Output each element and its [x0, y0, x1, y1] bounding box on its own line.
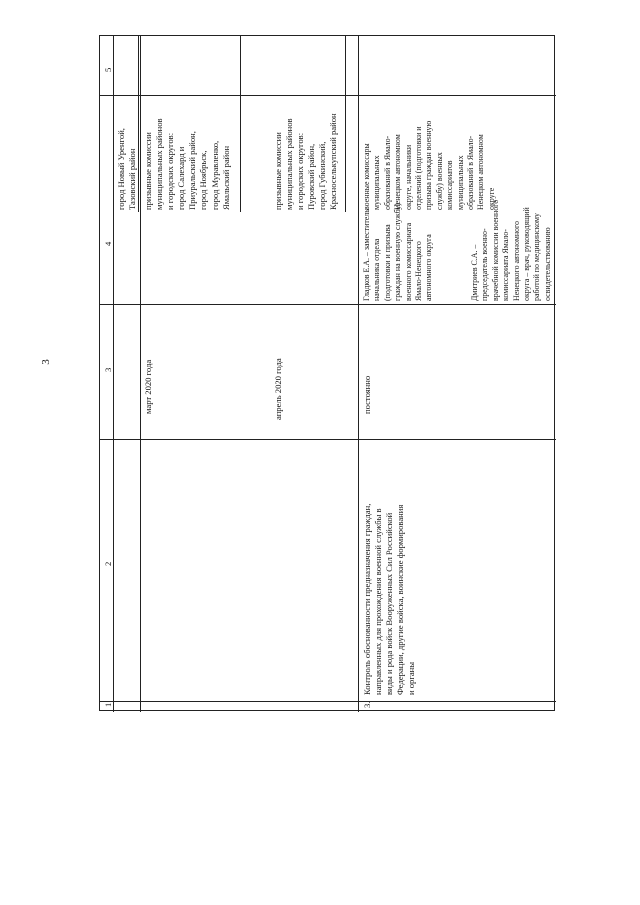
- col-divider: [100, 439, 556, 440]
- date-cell: март 2020 года: [143, 359, 153, 414]
- page-number: 3: [39, 359, 52, 365]
- plan-table: [99, 35, 555, 711]
- row-divider: [240, 36, 241, 212]
- row-divider: [345, 36, 346, 212]
- col-divider: [100, 304, 556, 305]
- column-header-5: 5: [103, 67, 113, 72]
- executors-cell: военные комиссары муниципальных образований в Ямало- Ненецком автономном округе, начальники отделений (подготовки и призыва граждан военную службу) военных комиссариатов муниципальных образований в Ямало- Ненецком автономном округе: [362, 120, 496, 210]
- commission-cell: город Новый Уренгой, Тазовский район: [116, 128, 138, 210]
- col-divider: [100, 701, 556, 702]
- column-header-4: 4: [103, 241, 113, 246]
- item-title: Контроль обоснованности предназначения граждан, направленных для прохождения военной службы в виды и рода войск Вооруженных Сил Российской Федерации, другие войска, воинские формирования и органы: [362, 503, 417, 695]
- responsible-person-1: Гладков Е.А. – заместитель начальника отдела (подготовки и призыва граждан на военную службу) военного комиссариата Ямало-Ненецкого автономного округа: [362, 203, 434, 301]
- column-header-3: 3: [103, 367, 113, 372]
- column-header-2: 2: [103, 561, 113, 566]
- date-cell: апрель 2020 года: [273, 358, 283, 420]
- column-header-1: 1: [103, 702, 113, 707]
- commission-cell: призывные комиссии муниципальных районов и городских округов: город Салехард и Приуральский район, город Ноябрьск, город Муравленко, Ямальский район: [143, 118, 231, 210]
- row-divider: [140, 36, 141, 712]
- row-divider: [358, 36, 359, 712]
- col-divider: [100, 95, 556, 96]
- header-row-divider: [113, 36, 114, 712]
- commission-cell: призывные комиссии муниципальных районов и городских округов: Пуровский район, город Губкинский, Красноселькупский район: [273, 113, 339, 210]
- responsible-person-2: Дмитриев С.А. – председатель военно- врачебной комиссии военного комиссариата Ямало- Ненецкого автономного округа – врач, руководящий работой по медицинскому освидетельствованию: [470, 199, 552, 301]
- item-period: постоянно: [362, 375, 372, 414]
- item-number: 3.: [362, 701, 372, 708]
